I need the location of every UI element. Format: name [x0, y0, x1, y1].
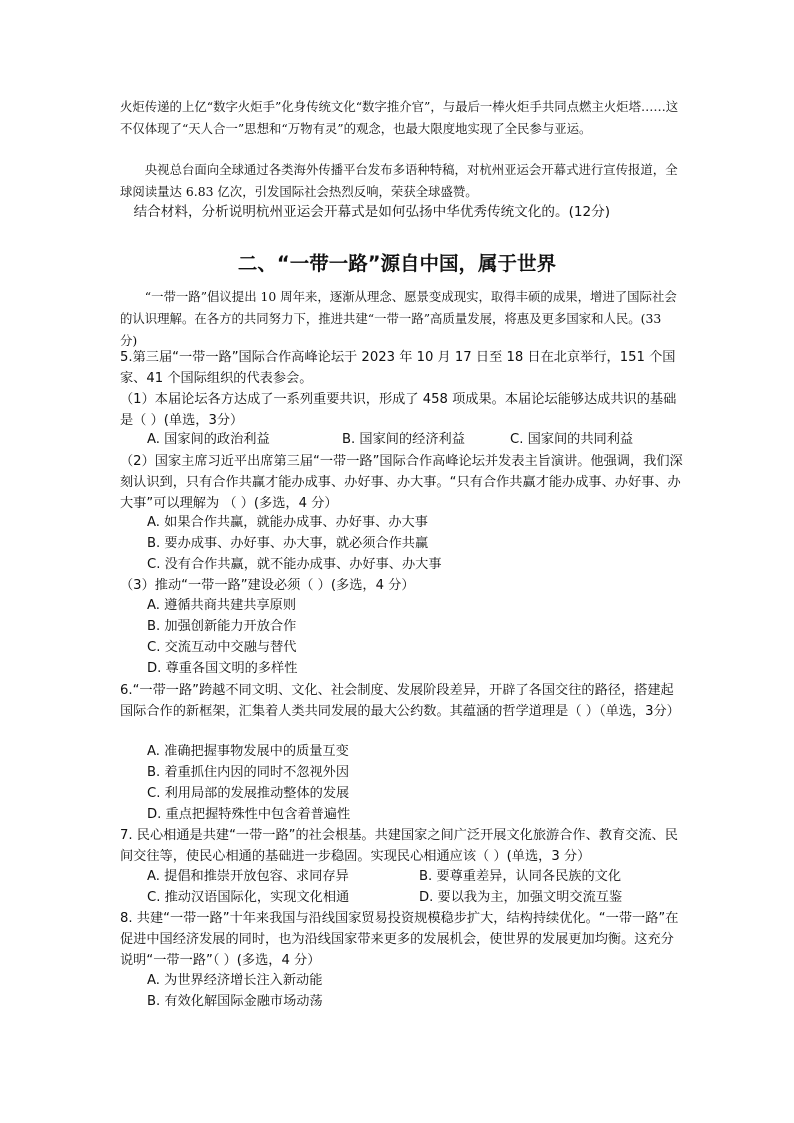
option-5-3-d[interactable]: D. 尊重各国文明的多样性: [147, 661, 298, 676]
option-7-a[interactable]: A. 提倡和推崇开放包容、求同存异: [147, 869, 349, 884]
question-6-stem: 6.“一带一路”跨越不同文明、文化、社会制度、发展阶段差异，开辟了各国交往的路径，搭建起国际合作的新框架，汇集着人类共同发展的最大公约数。其蕴涵的哲学道理是（ ）（单选，3分）: [120, 683, 680, 719]
question-8-stem: 8. 共建“一带一路”十年来我国与沿线国家贸易投资规模稳步扩大，结构持续优化。“一带一路”在促进中国经济发展的同时，也为沿线国家带来更多的发展机会，使世界的发展更加均衡。这充分说明“一带一路”（ ）(多选，4 分）: [120, 911, 679, 968]
option-5-3-c[interactable]: C. 交流互动中交融与替代: [147, 640, 297, 655]
option-7-d[interactable]: D. 要以我为主，加强文明交流互鉴: [419, 890, 623, 905]
option-5-2-a[interactable]: A. 如果合作共赢，就能办成事、办好事、办大事: [147, 515, 428, 530]
question-5-3-stem: （3）推动“一带一路”建设必须（ ）(多选，4 分）: [120, 578, 415, 593]
section-title: 二、“一带一路”源自中国，属于世界: [237, 252, 557, 275]
option-6-b[interactable]: B. 着重抓住内因的同时不忽视外因: [147, 765, 350, 780]
option-5-2-b[interactable]: B. 要办成事、办好事、办大事，就必须合作共赢: [147, 536, 429, 551]
option-8-a[interactable]: A. 为世界经济增长注入新动能: [147, 973, 323, 988]
question-5-1-stem: （1）本届论坛各方达成了一系列重要共识，形成了 458 项成果。本届论坛能够达成共识的基础是（ ）(单选，3分）: [120, 392, 677, 428]
option-7-b[interactable]: B. 要尊重差异，认同各民族的文化: [419, 869, 622, 884]
essay-question: 结合材料，分析说明杭州亚运会开幕式是如何弘扬中华优秀传统文化的。(12分): [133, 204, 611, 220]
section-intro: “一带一路”倡议提出 10 周年来，逐渐从理念、愿景变成现实，取得丰硕的成果，增进了国际社会的认识理解。在各方的共同努力下，推进共建“一带一路”高质量发展，将惠及更多国家和人民。(33 分): [120, 289, 677, 348]
option-5-1-b[interactable]: B. 国家间的经济利益: [342, 432, 465, 447]
option-5-1-c[interactable]: C. 国家间的共同利益: [510, 432, 634, 447]
option-6-c[interactable]: C. 利用局部的发展推动整体的发展: [147, 786, 350, 801]
question-5-2-stem: （2）国家主席习近平出席第三届“一带一路”国际合作高峰论坛并发表主旨演讲。他强调，我们深刻认识到，只有合作共赢才能办成事、办好事、办大事。“只有合作共赢才能办成事、办好事、办大事”可以理解为 （ ）(多选，4 分）: [120, 454, 683, 511]
option-7-c[interactable]: C. 推动汉语国际化，实现文化相通: [147, 890, 350, 905]
question-7-stem: 7. 民心相通是共建“一带一路”的社会根基。共建国家之间广泛开展文化旅游合作、教育交流、民间交往等，使民心相通的基础进一步稳固。实现民心相通应该（ ）(单选，3 分）: [120, 828, 678, 864]
intro-paragraph-2: 央视总台面向全球通过各类海外传播平台发布多语种特稿，对杭州亚运会开幕式进行宣传报道，全球阅读量达 6.83 亿次，引发国际社会热烈反响，荣获全球盛赞。: [120, 162, 678, 199]
option-5-3-a[interactable]: A. 遵循共商共建共享原则: [147, 598, 297, 613]
option-5-1-a[interactable]: A. 国家间的政治利益: [147, 432, 270, 447]
option-6-d[interactable]: D. 重点把握特殊性中包含着普遍性: [147, 807, 351, 822]
option-8-b[interactable]: B. 有效化解国际金融市场动荡: [147, 994, 323, 1009]
intro-paragraph-1: 火炬传递的上亿“数字火炬手”化身传统文化“数字推介官”，与最后一棒火炬手共同点燃主火炬塔……这不仅体现了“天人合一”思想和“万物有灵”的观念，也最大限度地实现了全民参与亚运。: [120, 99, 679, 136]
option-5-2-c[interactable]: C. 没有合作共赢，就不能办成事、办好事、办大事: [147, 557, 442, 572]
question-5-stem: 5.第三届“一带一路”国际合作高峰论坛于 2023 年 10 月 17 日至 18 日在北京举行，151 个国家、41 个国际组织的代表参会。: [120, 350, 676, 386]
option-6-a[interactable]: A. 准确把握事物发展中的质量互变: [147, 744, 349, 759]
option-5-3-b[interactable]: B. 加强创新能力开放合作: [147, 619, 297, 634]
